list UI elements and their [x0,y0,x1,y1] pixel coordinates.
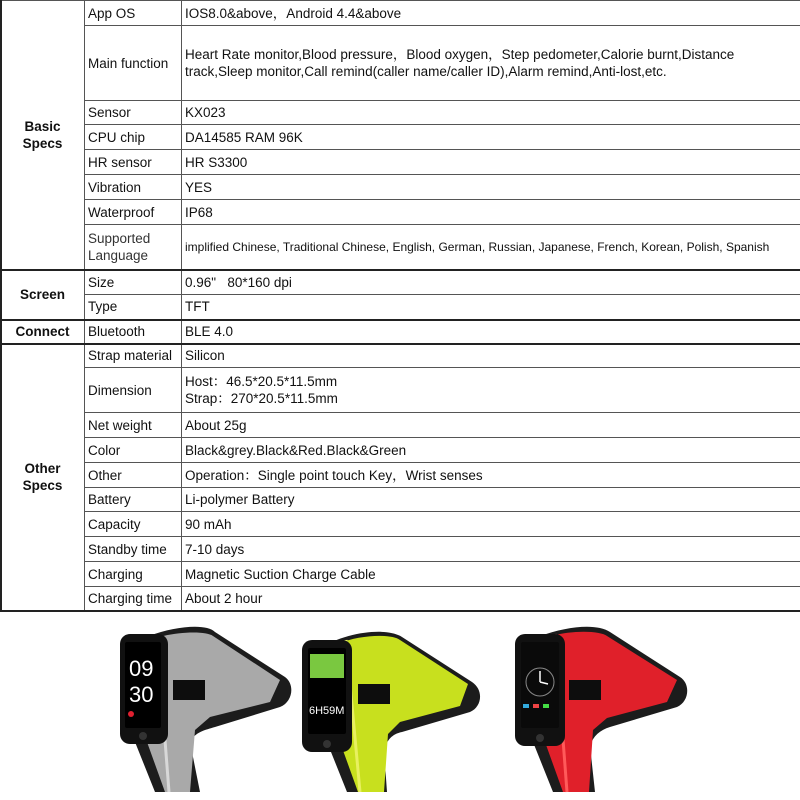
table-row [1,512,800,537]
row-label: Sensor [85,101,182,125]
row-label: Dimension [85,368,182,413]
row-label: Capacity [85,512,182,537]
product-image-green [292,622,492,797]
section-other-specs [1,344,85,611]
dimension-host: Host：46.5*20.5*11.5mm [185,374,338,389]
row-label: Color [85,438,182,463]
row-value: BLE 4.0 [182,320,800,344]
screen-time: 6H59M [309,705,345,717]
row-label: Main function [85,26,182,101]
section-connect: Connect [1,320,85,344]
row-value [182,368,800,413]
table-row [1,463,800,488]
row-value: Silicon [182,344,800,368]
row-value: DA14585 RAM 96K [182,125,800,150]
section-label: Basic Specs [22,118,63,151]
row-label: Charging time [85,587,182,611]
table-row [1,225,800,270]
row-label: Bluetooth [85,320,182,344]
product-image-red [495,622,695,797]
table-row [1,1,800,26]
product-gallery [0,614,800,800]
fitness-band-red-image [495,622,695,797]
product-image-grey [95,622,295,797]
table-row [1,344,800,368]
table-row [1,200,800,225]
row-value: HR S3300 [182,150,800,175]
table-row [1,175,800,200]
screen-minute: 30 [129,682,154,707]
row-value: TFT [182,295,800,320]
table-row [1,488,800,512]
section-basic-specs [1,1,85,270]
table-row [1,125,800,150]
table-row [1,320,800,344]
row-value: IP68 [182,200,800,225]
fitness-band-grey-image [95,622,295,797]
row-value: About 25g [182,413,800,438]
section-screen: Screen [1,270,85,320]
row-label: HR sensor [85,150,182,175]
row-value: Operation：Single point touch Key，Wrist senses [182,463,800,488]
row-value: 0.96" 80*160 dpi [182,270,800,295]
row-value: IOS8.0&above，Android 4.4&above [182,1,800,26]
table-row [1,368,800,413]
row-label: Other [85,463,182,488]
row-label: Standby time [85,537,182,562]
row-value: implified Chinese, Traditional Chinese, English, German, Russian, Japanese, French, Korean, Polish, Spanish [182,225,800,270]
table-row [1,537,800,562]
row-label: Size [85,270,182,295]
row-label: Charging [85,562,182,587]
row-value: Black&grey.Black&Red.Black&Green [182,438,800,463]
dimension-strap: Strap：270*20.5*11.5mm [185,391,338,406]
row-label: App OS [85,1,182,26]
row-label: Vibration [85,175,182,200]
table-row [1,270,800,295]
row-value: 7-10 days [182,537,800,562]
section-label: Other Specs [22,461,63,494]
fitness-band-green-image [292,622,492,797]
screen-hour: 09 [129,656,154,681]
row-value: Li-polymer Battery [182,488,800,512]
row-label: Supported Language [85,225,182,270]
row-value: Magnetic Suction Charge Cable [182,562,800,587]
row-value: 90 mAh [182,512,800,537]
row-label: Type [85,295,182,320]
table-row [1,101,800,125]
row-value: YES [182,175,800,200]
row-label: Net weight [85,413,182,438]
row-value: Heart Rate monitor,Blood pressure，Blood oxygen，Step pedometer,Calorie burnt,Distance track,Sleep monitor,Call remind(caller name/caller ID),Alarm remind,Anti-lost,etc. [182,26,800,101]
table-row [1,438,800,463]
row-label: Strap material [85,344,182,368]
row-value: KX023 [182,101,800,125]
row-label: Battery [85,488,182,512]
table-row [1,295,800,320]
table-row [1,587,800,611]
table-row [1,150,800,175]
row-label: CPU chip [85,125,182,150]
table-row [1,413,800,438]
row-label: Waterproof [85,200,182,225]
table-row [1,26,800,101]
row-value: About 2 hour [182,587,800,611]
table-row [1,562,800,587]
